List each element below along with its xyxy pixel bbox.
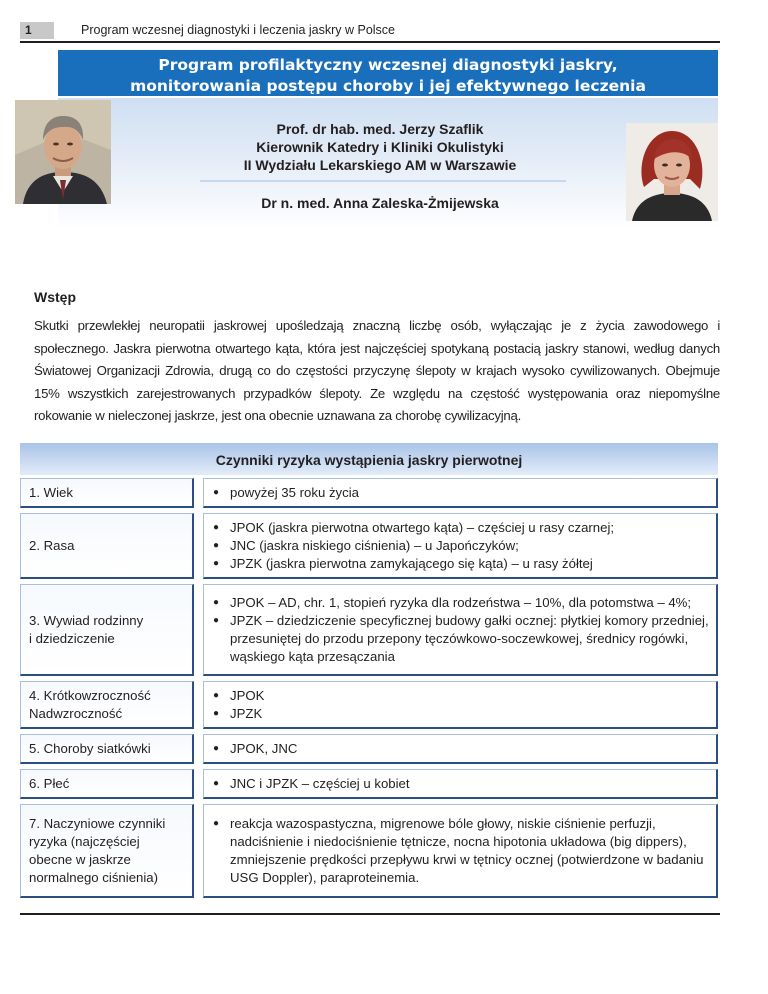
- intro-paragraph: Skutki przewlekłej neuropatii jaskrowej upośledzają znaczną liczbę osób, wyłączając je z życia zawodowego i społecznego. Jaskra pierwotna otwartego kąta, która jest najczęściej spotykaną postacią jaskry stanowi, według danych Światowej Organizacji Zdrowia, drugą co do częstości przyczynę ślepoty w krajach wysoko cywilizowanych. Obejmuje 15% wszystkich zarejestrowanych przypadków ślepoty. Ze względu na częstość występowania oraz niepomyślne rokowanie w nieleczonej jaskrze, jest ona obecnie uznawana za chorobę cywilizacyjną.: [34, 318, 720, 423]
- row-label: 2. Rasa: [29, 537, 75, 553]
- list-item: ● JPZK: [213, 705, 710, 723]
- author-prof-block: [200, 120, 560, 174]
- list-item: ● JPOK – AD, chr. 1, stopień ryzyka dla rodzeństwa – 10%, dla potomstwa – 4%;: [213, 594, 710, 612]
- row-content-cell: [203, 769, 718, 799]
- row-label: 1. Wiek: [29, 484, 73, 500]
- row-label-cell: [20, 584, 194, 676]
- row-label: 6. Płeć: [29, 775, 70, 791]
- row-label-cell: [20, 513, 194, 579]
- row-content-cell: [203, 734, 718, 764]
- list-item: ● JPZK (jaskra pierwotna zamykającego się kąta) – u rasy żółtej: [213, 555, 710, 573]
- author-photo-zaleska: [626, 123, 718, 221]
- row-content-cell: [203, 804, 718, 898]
- portrait-woman-image: [626, 123, 718, 221]
- row-label: 4. Krótkowzroczność Nadwzroczność: [29, 687, 151, 721]
- header-rule: [20, 41, 720, 43]
- list-item: ● reakcja wazospastyczna, migrenowe bóle głowy, niskie ciśnienie perfuzji, nadciśnienie i niedociśnienie tętnicze, nocna hipotonia układowa (big dippers), zmniejszenie prędkości przepływu krwi w tętnicy ocznej (potwierdzone w badaniu USG Doppler), paraproteinemia.: [213, 815, 710, 887]
- row-content-cell: [203, 584, 718, 676]
- table-row: [20, 734, 718, 764]
- table-row: [20, 584, 718, 676]
- section-heading-intro: Wstęp: [34, 289, 76, 305]
- article-title: [58, 50, 718, 96]
- row-label: 5. Choroby siatkówki: [29, 740, 151, 756]
- row-label-cell: [20, 769, 194, 799]
- authors-divider: [200, 180, 566, 182]
- author-prof-affiliation-2: II Wydziału Lekarskiego AM w Warszawie: [243, 157, 517, 173]
- table-row: [20, 478, 718, 508]
- list-item: ● JPOK: [213, 687, 710, 705]
- table-row: [20, 681, 718, 729]
- risk-table-title: Czynniki ryzyka wystąpienia jaskry pierwotnej: [20, 443, 718, 475]
- running-title: Program wczesnej diagnostyki i leczenia jaskry w Polsce: [81, 23, 396, 37]
- author-prof-affiliation-1: Kierownik Katedry i Kliniki Okulistyki: [256, 139, 504, 155]
- article-title-line-1: Program profilaktyczny wczesnej diagnostyki jaskry,: [158, 56, 618, 74]
- row-content-cell: [203, 478, 718, 508]
- table-row: [20, 804, 718, 898]
- table-row: [20, 769, 718, 799]
- footer-rule: [20, 913, 720, 915]
- row-label-cell: [20, 804, 194, 898]
- portrait-man-image: [15, 100, 111, 204]
- row-content-cell: [203, 681, 718, 729]
- author-photo-szaflik: [15, 100, 111, 204]
- list-item: ● JNC i JPZK – częściej u kobiet: [213, 775, 710, 793]
- table-row: [20, 513, 718, 579]
- list-item: ● JNC (jaskra niskiego ciśnienia) – u Japończyków;: [213, 537, 710, 555]
- row-label: 3. Wywiad rodzinny i dziedziczenie: [29, 612, 144, 646]
- row-content-cell: [203, 513, 718, 579]
- row-label-cell: [20, 681, 194, 729]
- row-label: 7. Naczyniowe czynniki ryzyka (najczęściej obecne w jaskrze normalnego ciśnienia): [29, 815, 166, 885]
- list-item: ● JPOK (jaskra pierwotna otwartego kąta) – częściej u rasy czarnej;: [213, 519, 710, 537]
- list-item: ● JPOK, JNC: [213, 740, 710, 758]
- page-number: 1: [20, 22, 54, 39]
- row-label-cell: [20, 478, 194, 508]
- row-label-cell: [20, 734, 194, 764]
- author-prof-name: Prof. dr hab. med. Jerzy Szaflik: [276, 121, 484, 137]
- list-item: ● powyżej 35 roku życia: [213, 484, 710, 502]
- author-dr-name: Dr n. med. Anna Zaleska-Żmijewska: [261, 195, 499, 211]
- article-title-line-2: monitorowania postępu choroby i jej efektywnego leczenia: [130, 77, 646, 95]
- list-item: ● JPZK – dziedziczenie specyficznej budowy gałki ocznej: płytkiej komory przedniej, przesuniętej do przodu przepony tęczówkowo-soczewkowej, średnicy rogówki, wąskiego kąta przesączania: [213, 612, 710, 666]
